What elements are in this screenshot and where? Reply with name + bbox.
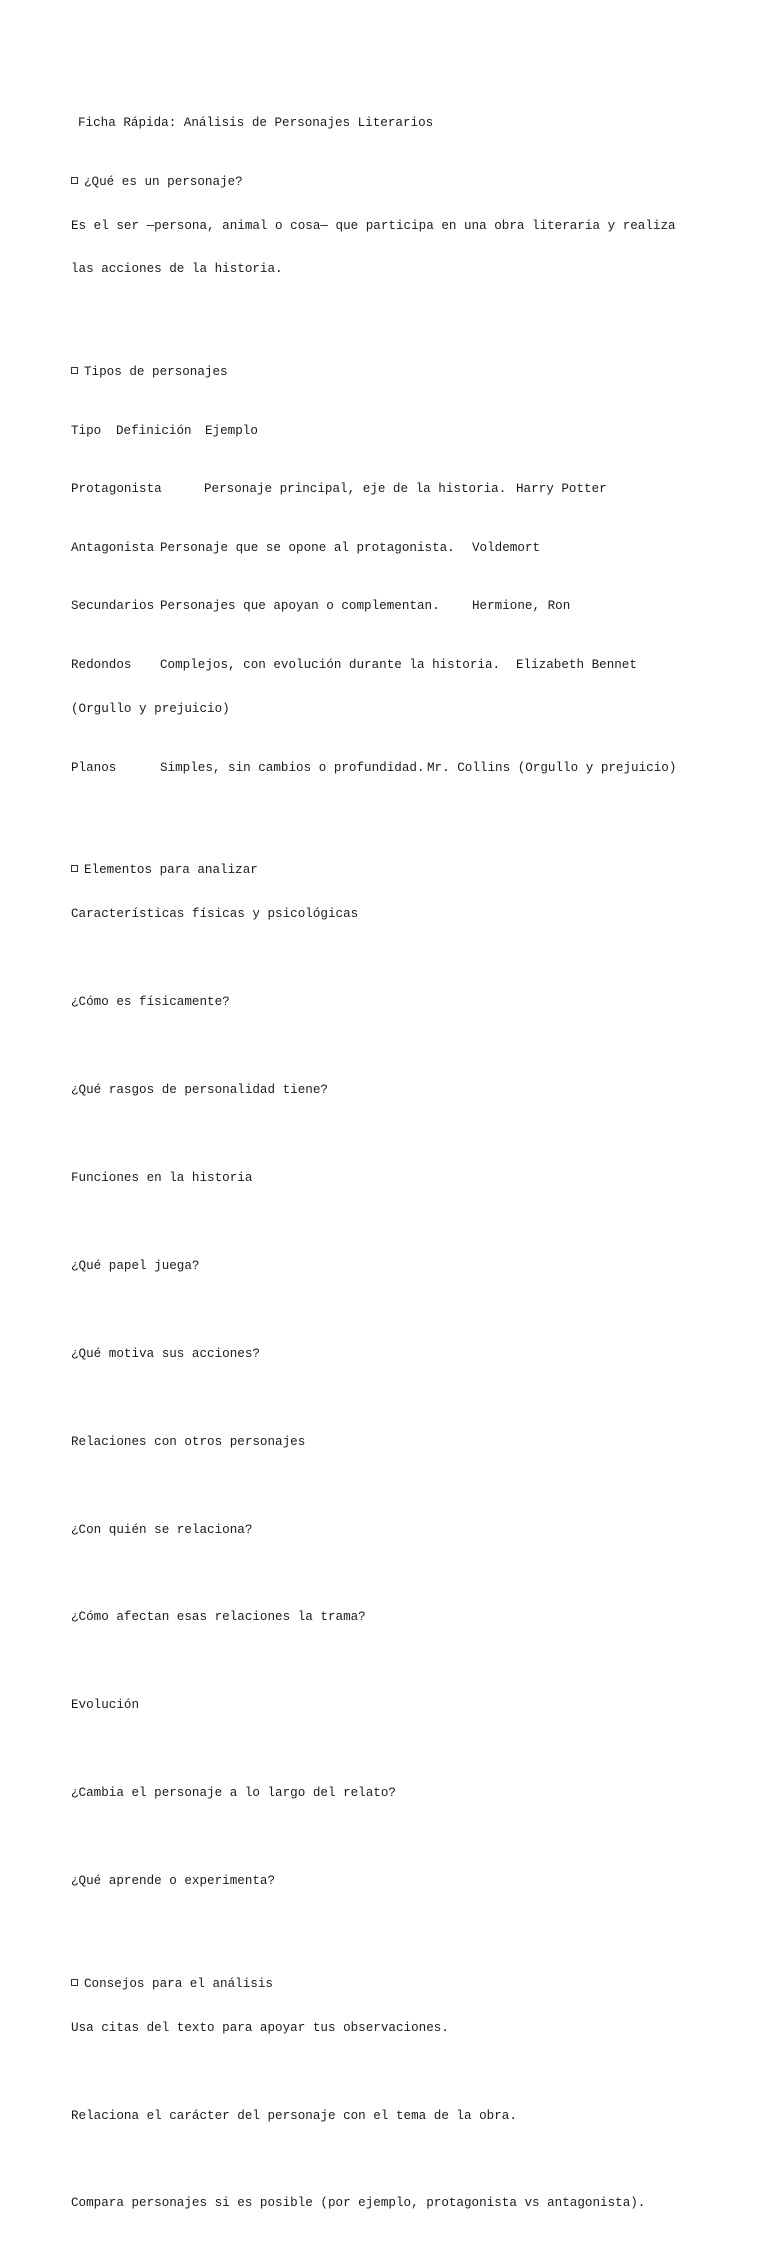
list-item: Funciones en la historia: [71, 1170, 253, 1185]
table-header-ejemplo: Ejemplo: [205, 423, 258, 438]
section-heading-label: Consejos para el análisis: [84, 1976, 273, 1991]
table-cell-definicion: Personaje que se opone al protagonista.: [160, 540, 455, 555]
table-cell-tipo: Protagonista: [71, 482, 162, 497]
table-header-tipo: Tipo: [71, 423, 102, 438]
list-item: Usa citas del texto para apoyar tus observaciones.: [71, 2020, 449, 2035]
table-row: [71, 541, 761, 556]
square-bullet-icon: [71, 865, 78, 872]
list-item: ¿Con quién se relaciona?: [71, 1522, 253, 1537]
table-cell-tipo: Antagonista: [71, 540, 155, 555]
section-heading-elementos: [71, 863, 761, 878]
square-bullet-icon: [71, 1979, 78, 1986]
document-title: Ficha Rápida: Análisis de Personajes Literarios: [78, 115, 434, 130]
table-cell-definicion: Simples, sin cambios o profundidad.: [160, 760, 425, 775]
list-item: ¿Cómo afectan esas relaciones la trama?: [71, 1610, 366, 1625]
square-bullet-icon: [71, 367, 78, 374]
list-item: ¿Cómo es físicamente?: [71, 995, 230, 1010]
table-cell-tipo: Redondos: [71, 658, 132, 673]
table-cell-ejemplo: Mr. Collins (Orgullo y prejuicio): [427, 760, 677, 775]
table-cell-ejemplo: Voldemort: [472, 540, 541, 555]
table-cell-ejemplo: Elizabeth Bennet: [516, 658, 637, 673]
section-heading-label: ¿Qué es un personaje?: [84, 174, 243, 189]
paragraph-line: las acciones de la historia.: [71, 262, 283, 277]
list-item: Relaciona el carácter del personaje con el tema de la obra.: [71, 2108, 517, 2123]
table-cell-ejemplo: Hermione, Ron: [472, 599, 571, 614]
section-heading-tipos: [71, 365, 761, 380]
table-row: [71, 658, 761, 673]
paragraph-line: Es el ser —persona, animal o cosa— que participa en una obra literaria y realiza: [71, 218, 676, 233]
list-item: ¿Qué aprende o experimenta?: [71, 1874, 276, 1889]
table-row: [71, 761, 761, 776]
section-heading-consejos: [71, 1977, 761, 1992]
table-cell-tipo: Planos: [71, 760, 117, 775]
list-item: ¿Cambia el personaje a lo largo del relato?: [71, 1786, 396, 1801]
section-heading-label: Elementos para analizar: [84, 863, 258, 878]
section-heading-label: Tipos de personajes: [84, 365, 228, 380]
document-body: [71, 72, 761, 2255]
list-item: Compara personajes si es posible (por ejemplo, protagonista vs antagonista).: [71, 2196, 646, 2211]
table-cell-definicion: Complejos, con evolución durante la historia.: [160, 658, 501, 673]
list-item: ¿Qué rasgos de personalidad tiene?: [71, 1082, 328, 1097]
list-item: Evolución: [71, 1698, 140, 1713]
table-row: [71, 599, 761, 614]
table-cell-continuation: (Orgullo y prejuicio): [71, 702, 230, 717]
list-item: Características físicas y psicológicas: [71, 907, 359, 922]
table-row: [71, 482, 761, 497]
section-heading-que-es: [71, 175, 761, 190]
list-item: ¿Qué papel juega?: [71, 1258, 200, 1273]
table-cell-tipo: Secundarios: [71, 599, 155, 614]
table-header-row: [71, 424, 761, 439]
table-cell-definicion: Personaje principal, eje de la historia.: [204, 482, 507, 497]
table-cell-ejemplo: Harry Potter: [516, 482, 607, 497]
list-item: Relaciones con otros personajes: [71, 1434, 306, 1449]
table-cell-definicion: Personajes que apoyan o complementan.: [160, 599, 440, 614]
table-header-definicion: Definición: [116, 423, 192, 438]
list-item: ¿Qué motiva sus acciones?: [71, 1346, 260, 1361]
square-bullet-icon: [71, 177, 78, 184]
